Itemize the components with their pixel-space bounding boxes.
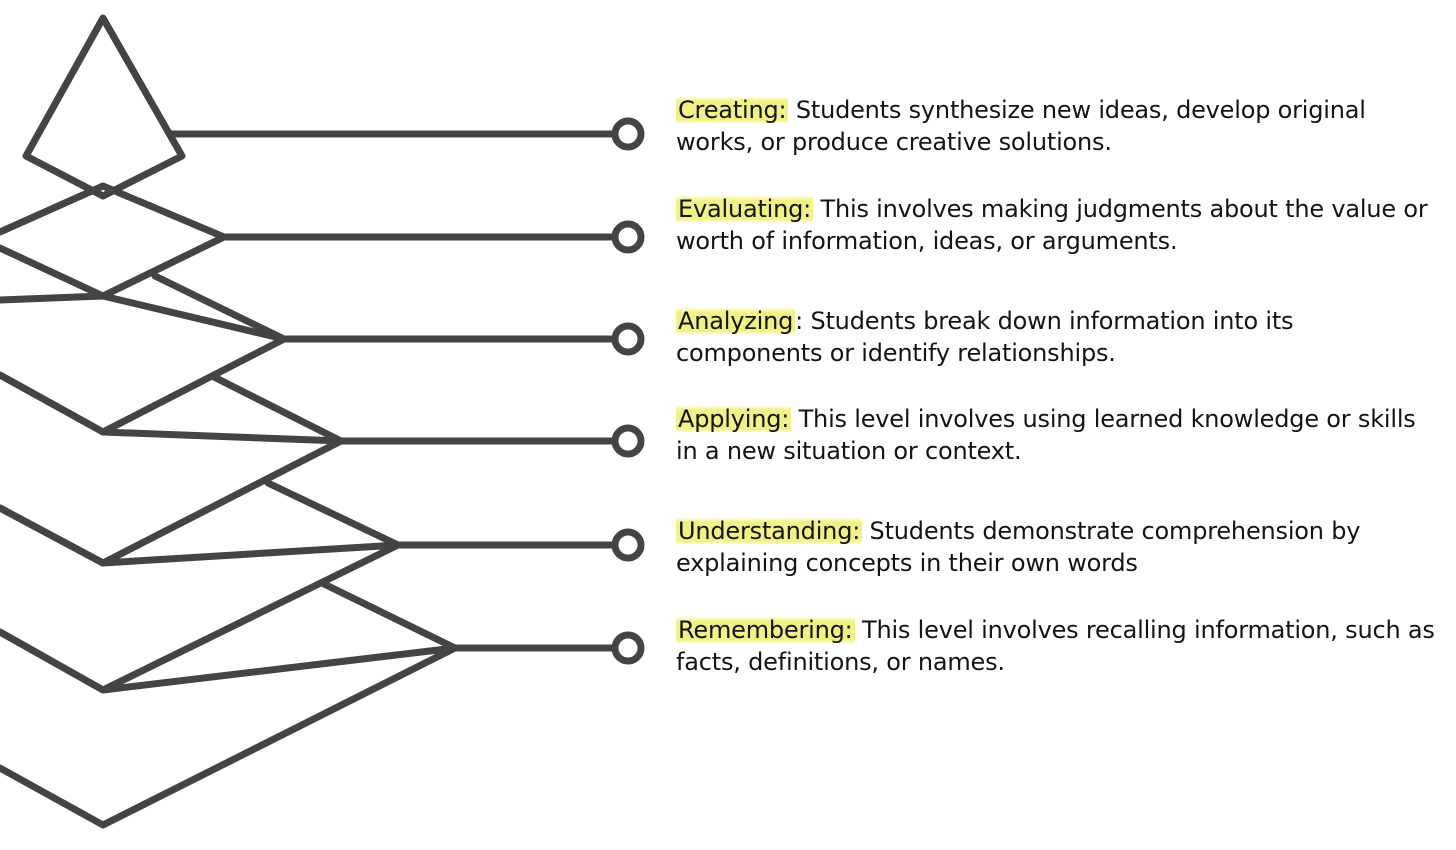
level-applying-description: This level involves using learned knowledge or skills in a new situation or context.: [676, 405, 1416, 465]
level-understanding-description: Students demonstrate comprehension by explaining concepts in their own words: [676, 517, 1361, 577]
level-evaluating-description: This involves making judgments about the value or worth of information, ideas, or arguments.: [676, 195, 1428, 255]
level-understanding-text: [676, 515, 1436, 579]
pyramid-edge: [155, 276, 284, 339]
connector-end-circle-6: [615, 635, 641, 661]
level-analyzing-description: : Students break down information into its components or identify relationships.: [676, 307, 1294, 367]
level-remembering-name: Remembering:: [678, 616, 853, 644]
pyramid-apex: [26, 18, 182, 196]
pyramid-edge: [214, 377, 341, 441]
level-remembering-description: This level involves recalling information, such as facts, definitions, or names.: [676, 616, 1435, 676]
pyramid-tier-6: [0, 632, 455, 825]
level-evaluating-text: [676, 193, 1436, 257]
pyramid-edge: [268, 483, 398, 545]
level-analyzing-text: [676, 305, 1436, 369]
level-analyzing-name: Analyzing: [678, 307, 794, 335]
level-evaluating-name: Evaluating:: [678, 195, 812, 223]
level-creating-name: Creating:: [678, 96, 787, 124]
level-applying-name: Applying:: [678, 405, 790, 433]
connector-end-circle-2: [615, 224, 641, 250]
connector-end-circle-3: [615, 326, 641, 352]
connector-end-circle-1: [615, 121, 641, 147]
level-applying-text: [676, 403, 1436, 467]
pyramid-tier-2: [0, 186, 224, 296]
level-remembering-text: [676, 614, 1436, 678]
connector-end-circle-5: [615, 532, 641, 558]
pyramid-edge: [322, 583, 455, 648]
connector-end-circle-4: [615, 428, 641, 454]
level-creating-description: Students synthesize new ideas, develop original works, or produce creative solutions.: [676, 96, 1366, 156]
level-creating-text: [676, 94, 1436, 158]
level-understanding-name: Understanding:: [678, 517, 861, 545]
